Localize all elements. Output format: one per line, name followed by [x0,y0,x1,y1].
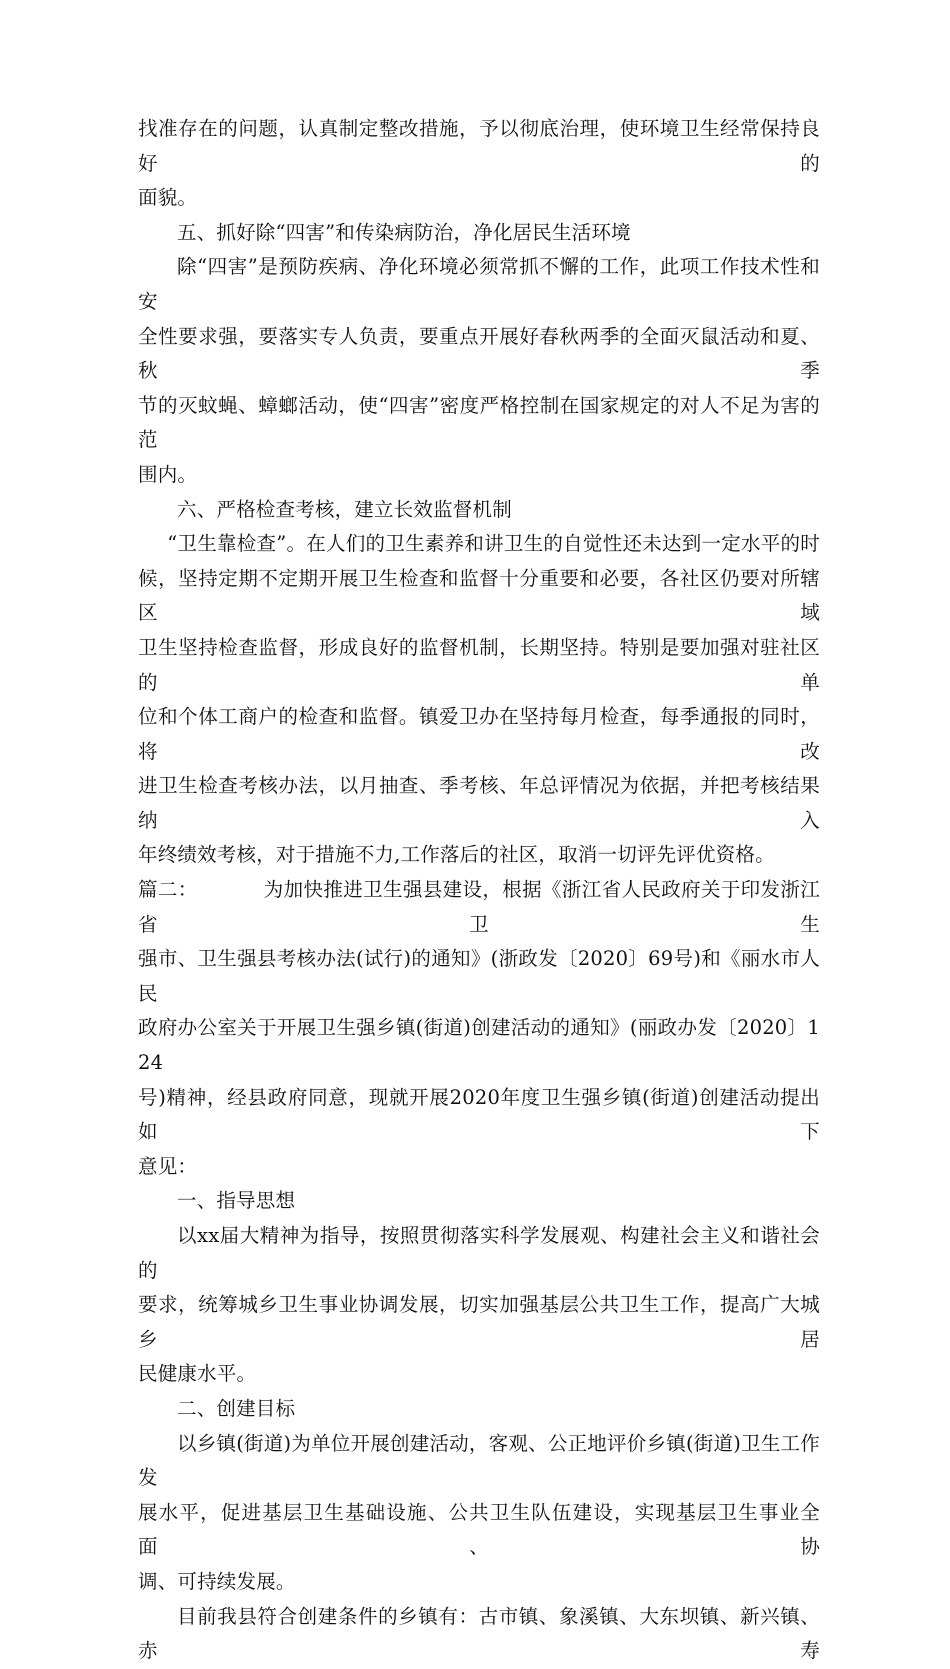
heading-text: 一、指导思想 [177,1189,296,1213]
section-heading-two [138,1392,820,1427]
paragraph-part-two-intro [138,873,820,1184]
text-line: 年终绩效考核，对于措施不力,工作落后的社区，取消一切评先评优资格。 [138,843,775,867]
text-line: 调、可持续发展。 [138,1569,296,1593]
line-text: 为加快推进卫生强县建设，根据《浙江省人民政府关于印发浙江省卫生 [138,878,820,936]
paragraph-inspection [138,527,820,873]
text-line: 要求，统筹城乡卫生事业协调发展，切实加强基层公共卫生工作，提高广大城乡居 [138,1293,820,1351]
text-line: 以乡镇(街道)为单位开展创建活动，客观、公正地评价乡镇(街道)卫生工作发 [138,1431,820,1490]
heading-text: 六、严格检查考核，建立长效监督机制 [177,497,512,521]
text-line: 以xx届大精神为指导，按照贯彻落实科学发展观、构建社会主义和谐社会的 [138,1224,820,1282]
paragraph-goals [138,1427,820,1600]
section-heading-six [138,493,820,528]
text-line: 强市、卫生强县考核办法(试行)的通知》(浙政发〔2020〕69号)和《丽水市人民 [138,947,820,1005]
text-line [138,873,820,942]
text-line: 展水平，促进基层卫生基础设施、公共卫生队伍建设，实现基层卫生事业全面、协 [138,1500,820,1559]
text-line: 位和个体工商户的检查和监督。镇爱卫办在坚持每月检查，每季通报的同时，将改 [138,705,820,763]
document-body [138,112,820,1669]
section-heading-five [138,216,820,251]
paragraph-eligible-towns [138,1600,820,1669]
paragraph-guiding-ideology [138,1219,820,1392]
text-line: “卫生靠检查”。在人们的卫生素养和讲卫生的自觉性还未达到一定水平的时 [167,532,820,556]
heading-text: 五、抓好除“四害”和传染病防治，净化居民生活环境 [177,220,631,244]
text-line: 政府办公室关于开展卫生强乡镇(街道)创建活动的通知》(丽政办发〔2020〕124 [138,1016,820,1075]
text-line: 节的灭蚊蝇、蟑螂活动，使“四害”密度严格控制在国家规定的对人不足为害的范 [138,393,820,452]
text-line: 围内。 [138,462,198,486]
text-line: 卫生坚持检查监督，形成良好的监督机制，长期坚持。特别是要加强对驻社区的单 [138,635,820,694]
text-line: 除“四害”是预防疾病、净化环境必须常抓不懈的工作，此项工作技术性和安 [138,255,820,313]
text-line: 号)精神，经县政府同意，现就开展2020年度卫生强乡镇(街道)创建活动提出如下 [138,1085,820,1144]
part-label: 篇二： [138,878,198,902]
text-line: 进卫生检查考核办法，以月抽查、季考核、年总评情况为依据，并把考核结果纳入 [138,774,820,832]
heading-text: 二、创建目标 [177,1396,296,1420]
text-line: 候，坚持定期不定期开展卫生检查和监督十分重要和必要，各社区仍要对所辖区域 [138,566,820,625]
text-line: 全性要求强，要落实专人负责，要重点开展好春秋两季的全面灭鼠活动和夏、秋季 [138,324,820,383]
paragraph-rectification [138,112,820,216]
text-line: 目前我县符合创建条件的乡镇有：古市镇、象溪镇、大东坝镇、新兴镇、赤寿 [138,1604,820,1663]
section-heading-one [138,1184,820,1219]
text-line: 意见： [138,1154,198,1178]
paragraph-four-pests [138,250,820,492]
text-line: 面貌。 [138,186,198,210]
text-line: 找准存在的问题，认真制定整改措施，予以彻底治理，使环境卫生经常保持良好的 [138,117,820,175]
text-line: 民健康水平。 [138,1362,257,1386]
